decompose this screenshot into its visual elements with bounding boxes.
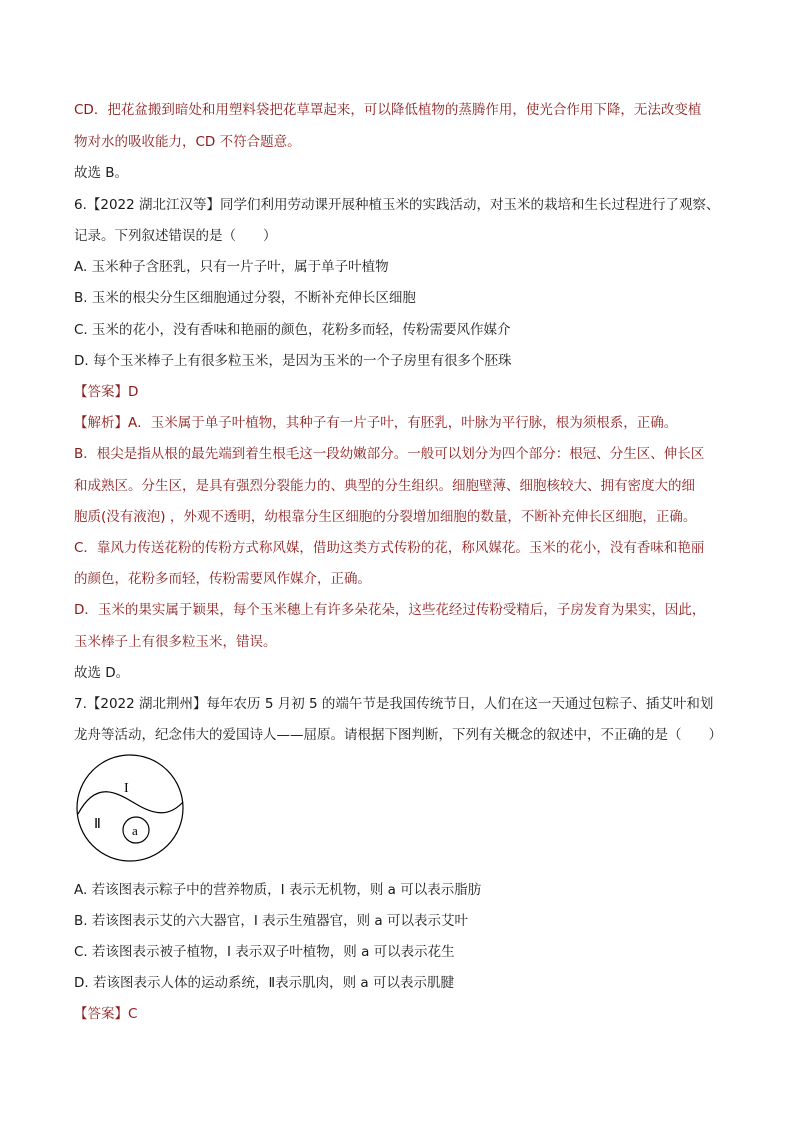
label-I: I: [124, 781, 129, 796]
question-6-option-d: D. 每个玉米棒子上有很多粒玉米，是因为玉米的一个子房里有很多个胚珠: [74, 353, 512, 369]
label-a: a: [132, 823, 138, 838]
explanation-line: 胞质(没有液泡) ，外观不透明，幼根靠分生区细胞的分裂增加细胞的数量，不断补充伸长区细胞，正确。: [74, 509, 697, 525]
question-7-stem: 7.【2022 湖北荆州】每年农历 5 月初 5 的端午节是我国传统节日，人们在这一天通过包粽子、插艾叶和划: [74, 696, 714, 712]
text-line: CD．把花盆搬到暗处和用塑料袋把花草罩起来，可以降低植物的蒸腾作用，使光合作用下降，无法改变植: [74, 102, 702, 118]
outer-circle: [77, 755, 183, 861]
question-6-option-a: A. 玉米种子含胚乳，只有一片子叶，属于单子叶植物: [74, 259, 389, 275]
explanation-line: 【解析】A．玉米属于单子叶植物，其种子有一片子叶，有胚乳，叶脉为平行脉，根为须根系，正确。: [74, 415, 678, 431]
question-6-stem: 记录。下列叙述错误的是（ ）: [74, 228, 277, 244]
question-7-option-b: B. 若该图表示艾的六大器官，I 表示生殖器官，则 a 可以表示艾叶: [74, 913, 468, 929]
explanation-line: D．玉米的果实属于颖果，每个玉米穗上有许多朵花朵，这些花经过传粉受精后，子房发育为果实，因此，: [74, 602, 706, 618]
explanation-line: 和成熟区。分生区，是具有强烈分裂能力的、典型的分生组织。细胞壁薄、细胞核较大、拥有密度大的细: [74, 478, 695, 494]
text-line: 故选 B。: [74, 165, 129, 181]
question-7-answer: 【答案】C: [74, 1006, 138, 1022]
question-7-option-a: A. 若该图表示粽子中的营养物质，I 表示无机物，则 a 可以表示脂肪: [74, 882, 482, 898]
explanation-line: 的颜色，花粉多而轻，传粉需要风作媒介，正确。: [74, 571, 371, 587]
question-6-answer: 【答案】D: [74, 384, 139, 400]
concept-diagram: [74, 752, 186, 864]
explanation-line: 玉米棒子上有很多粒玉米，错误。: [74, 634, 277, 650]
question-7-option-d: D. 若该图表示人体的运动系统，Ⅱ表示肌肉，则 a 可以表示肌腱: [74, 975, 454, 991]
question-6-option-b: B. 玉米的根尖分生区细胞通过分裂，不断补充伸长区细胞: [74, 290, 416, 306]
label-II: Ⅱ: [94, 817, 101, 832]
question-6-stem: 6.【2022 湖北江汉等】同学们利用劳动课开展种植玉米的实践活动，对玉米的栽培和生长过程进行了观察、: [74, 197, 720, 213]
dividing-curve: [78, 792, 183, 814]
explanation-line: C．靠风力传送花粉的传粉方式称风媒，借助这类方式传粉的花，称风媒花。玉米的花小，没有香味和艳丽: [74, 540, 705, 556]
question-7-option-c: C. 若该图表示被子植物，I 表示双子叶植物，则 a 可以表示花生: [74, 944, 455, 960]
question-7-stem: 龙舟等活动，纪念伟大的爱国诗人——屈原。请根据下图判断，下列有关概念的叙述中，不正确的是（ ）: [74, 727, 722, 743]
explanation-line: B．根尖是指从根的最先端到着生根毛这一段幼嫩部分。一般可以划分为四个部分：根冠、分生区、伸长区: [74, 446, 705, 462]
question-6-option-c: C. 玉米的花小，没有香味和艳丽的颜色，花粉多而轻，传粉需要风作媒介: [74, 322, 511, 338]
text-line: 物对水的吸收能力，CD 不符合题意。: [74, 134, 301, 150]
text-line: 故选 D。: [74, 665, 130, 681]
